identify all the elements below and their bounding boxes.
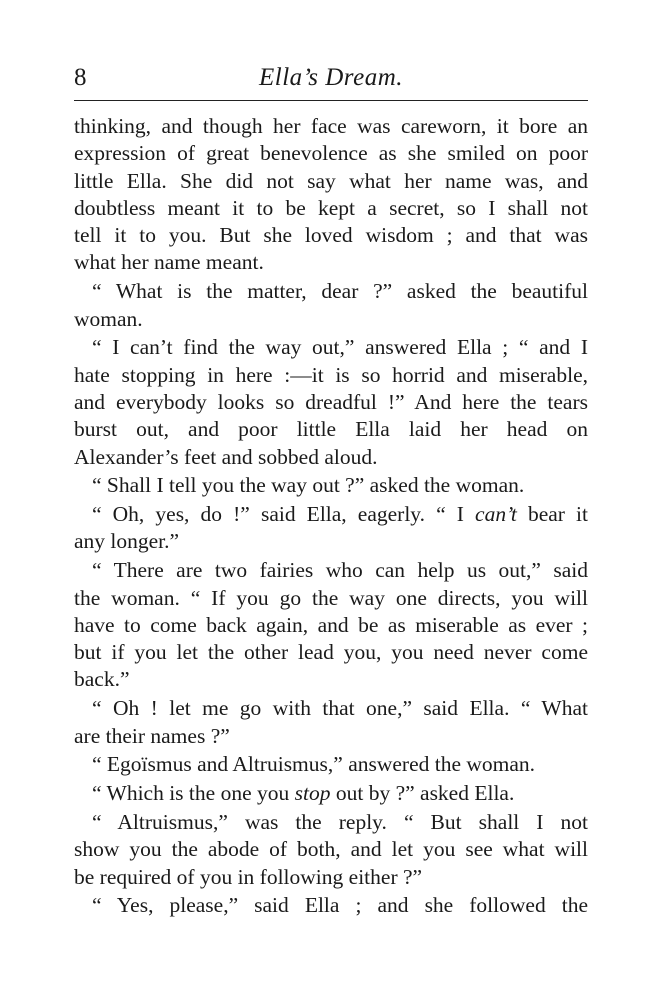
text-line: but if you let the other lead you, you need never come [74,640,588,665]
text-line: have to come back again, and be as miserable as ever ; [74,612,588,637]
text-line: “ I can’t find the way out,” answered Ella ; “ and I [92,335,588,360]
text-line: “ Egoïsmus and Altruismus,” answered the woman. [92,752,536,777]
running-title: Ella’s Dream. [259,64,403,91]
text-line: “ There are two fairies who can help us out,” said [92,558,588,583]
text-line: be required of you in following either ?” [74,864,423,889]
text-line: “ Oh, yes, do !” said Ella, eagerly. “ I can’t bear it [92,502,588,527]
text-line: burst out, and poor little Ella laid her head on [74,417,588,442]
italic-word: can’t [475,502,517,527]
text-line: thinking, and though her face was careworn, it bore an [74,114,588,138]
text-line: hate stopping in here :—it is so horrid and miserable, [74,362,588,387]
text-line: woman. [74,306,143,331]
page-header [74,60,588,96]
text-line: what her name meant. [74,250,264,275]
text-line: “ Oh ! let me go with that one,” said Ella. “ What [92,696,588,721]
text-line: the woman. “ If you go the way one directs, you will [74,585,588,610]
text-line: tell it to you. But she loved wisdom ; and that was [74,223,588,248]
text-line: back.” [74,667,130,692]
text-line: any longer.” [74,529,180,554]
text-line: show you the abode of both, and let you see what will [74,837,588,862]
text-line: “ What is the matter, dear ?” asked the beautiful [92,279,588,304]
text-line: expression of great benevolence as she smiled on poor [74,141,588,166]
text-line: Alexander’s feet and sobbed aloud. [74,444,378,469]
text-line: and everybody looks so dreadful !” And here the tears [74,389,588,414]
text-line: “ Yes, please,” said Ella ; and she followed the [92,893,588,918]
page-number: 8 [74,64,87,91]
text-line: doubtless meant it to be kept a secret, so I shall not [74,195,588,220]
body-text [74,113,588,920]
text-line: little Ella. She did not say what her name was, and [74,168,588,193]
text-line: “ Altruismus,” was the reply. “ But shall I not [92,809,588,834]
text-line: “ Which is the one you stop out by ?” asked Ella. [92,781,515,806]
text-line: “ Shall I tell you the way out ?” asked the woman. [92,473,525,498]
header-rule [74,100,588,101]
italic-word: stop [294,781,331,806]
text-line: are their names ?” [74,723,230,748]
